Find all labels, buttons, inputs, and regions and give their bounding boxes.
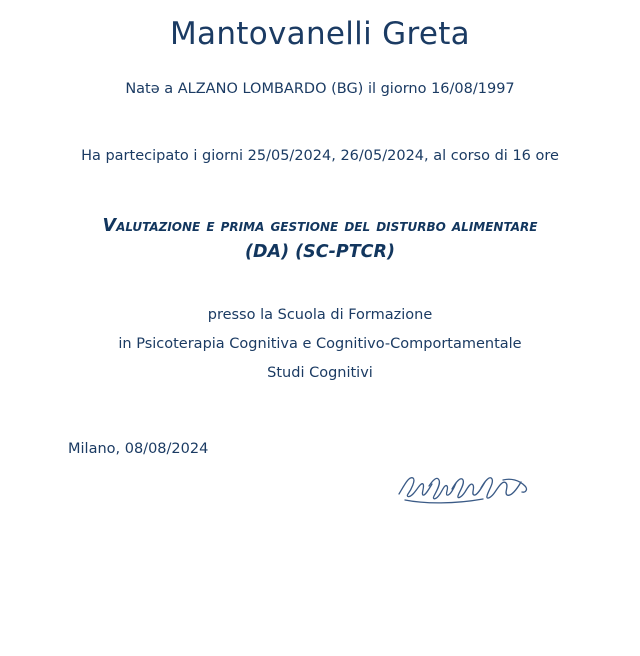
school-line-3: Studi Cognitivi <box>267 365 373 382</box>
recipient-name: Mantovanelli Greta <box>170 16 470 52</box>
participation-statement: Ha partecipato i giorni 25/05/2024, 26/05/2024, al corso di 16 ore <box>81 148 559 165</box>
school-line-2: in Psicoterapia Cognitiva e Cognitivo-Comportamentale <box>118 336 522 353</box>
course-title <box>40 214 600 265</box>
signature-icon <box>395 456 535 516</box>
birth-info: Natə a ALZANO LOMBARDO (BG) il giorno 16/08/1997 <box>125 81 515 98</box>
school-block <box>40 301 600 388</box>
school-line-1: presso la Scuola di Formazione <box>207 307 433 324</box>
signature-image <box>395 456 535 516</box>
place-and-date: Milano, 08/08/2024 <box>68 441 209 457</box>
certificate-document <box>0 16 640 656</box>
course-title-main: Valutazione e prima gestione del disturbo alimentare <box>102 216 538 237</box>
course-title-code: (DA) (SC-PTCR) <box>245 241 395 262</box>
